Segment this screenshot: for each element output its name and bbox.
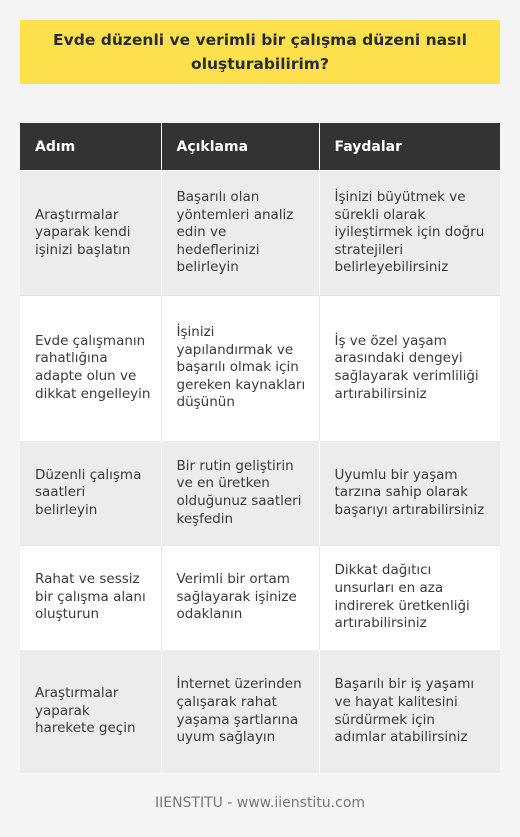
page-title: Evde düzenli ve verimli bir çalışma düzeni nasıl oluşturabilirim? [53, 30, 467, 73]
table-row [20, 441, 500, 546]
description-cell: İşinizi yapılandırmak ve başarılı olmak için gereken kaynakları düşünün [161, 296, 319, 441]
footer-credit: IIENSTITU - www.iienstitu.com [154, 795, 366, 811]
step-cell: Araştırmalar yaparak harekete geçin [20, 650, 161, 774]
benefits-cell: Dikkat dağıtıcı unsurları en aza indirerek üretkenliği artırabilirsiniz [319, 546, 500, 650]
table-row [20, 650, 500, 774]
table-header-row [20, 123, 500, 171]
column-header-description: Açıklama [161, 123, 319, 171]
description-cell: Verimli bir ortam sağlayarak işinize odaklanın [161, 546, 319, 650]
benefits-cell: İş ve özel yaşam arasındaki dengeyi sağlayarak verimliliği artırabilirsiniz [319, 296, 500, 441]
description-cell: İnternet üzerinden çalışarak rahat yaşama şartlarına uyum sağlayın [161, 650, 319, 774]
table-row [20, 296, 500, 441]
description-cell: Başarılı olan yöntemleri analiz edin ve hedeflerinizi belirleyin [161, 171, 319, 296]
column-header-step: Adım [20, 123, 161, 171]
step-cell: Düzenli çalışma saatleri belirleyin [20, 441, 161, 546]
description-cell: Bir rutin geliştirin ve en üretken olduğunuz saatleri keşfedin [161, 441, 319, 546]
step-cell: Evde çalışmanın rahatlığına adapte olun ve dikkat engelleyin [20, 296, 161, 441]
step-cell: Rahat ve sessiz bir çalışma alanı oluşturun [20, 546, 161, 650]
table-row [20, 171, 500, 296]
step-cell: Araştırmalar yaparak kendi işinizi başlatın [20, 171, 161, 296]
title-banner [20, 20, 500, 84]
benefits-cell: Başarılı bir iş yaşamı ve hayat kalitesini sürdürmek için adımlar atabilirsiniz [319, 650, 500, 774]
benefits-cell: İşinizi büyütmek ve sürekli olarak iyileştirmek için doğru stratejileri belirleyebilirsiniz [319, 171, 500, 296]
steps-table [20, 123, 500, 773]
table-row [20, 546, 500, 650]
benefits-cell: Uyumlu bir yaşam tarzına sahip olarak başarıyı artırabilirsiniz [319, 441, 500, 546]
column-header-benefits: Faydalar [319, 123, 500, 171]
